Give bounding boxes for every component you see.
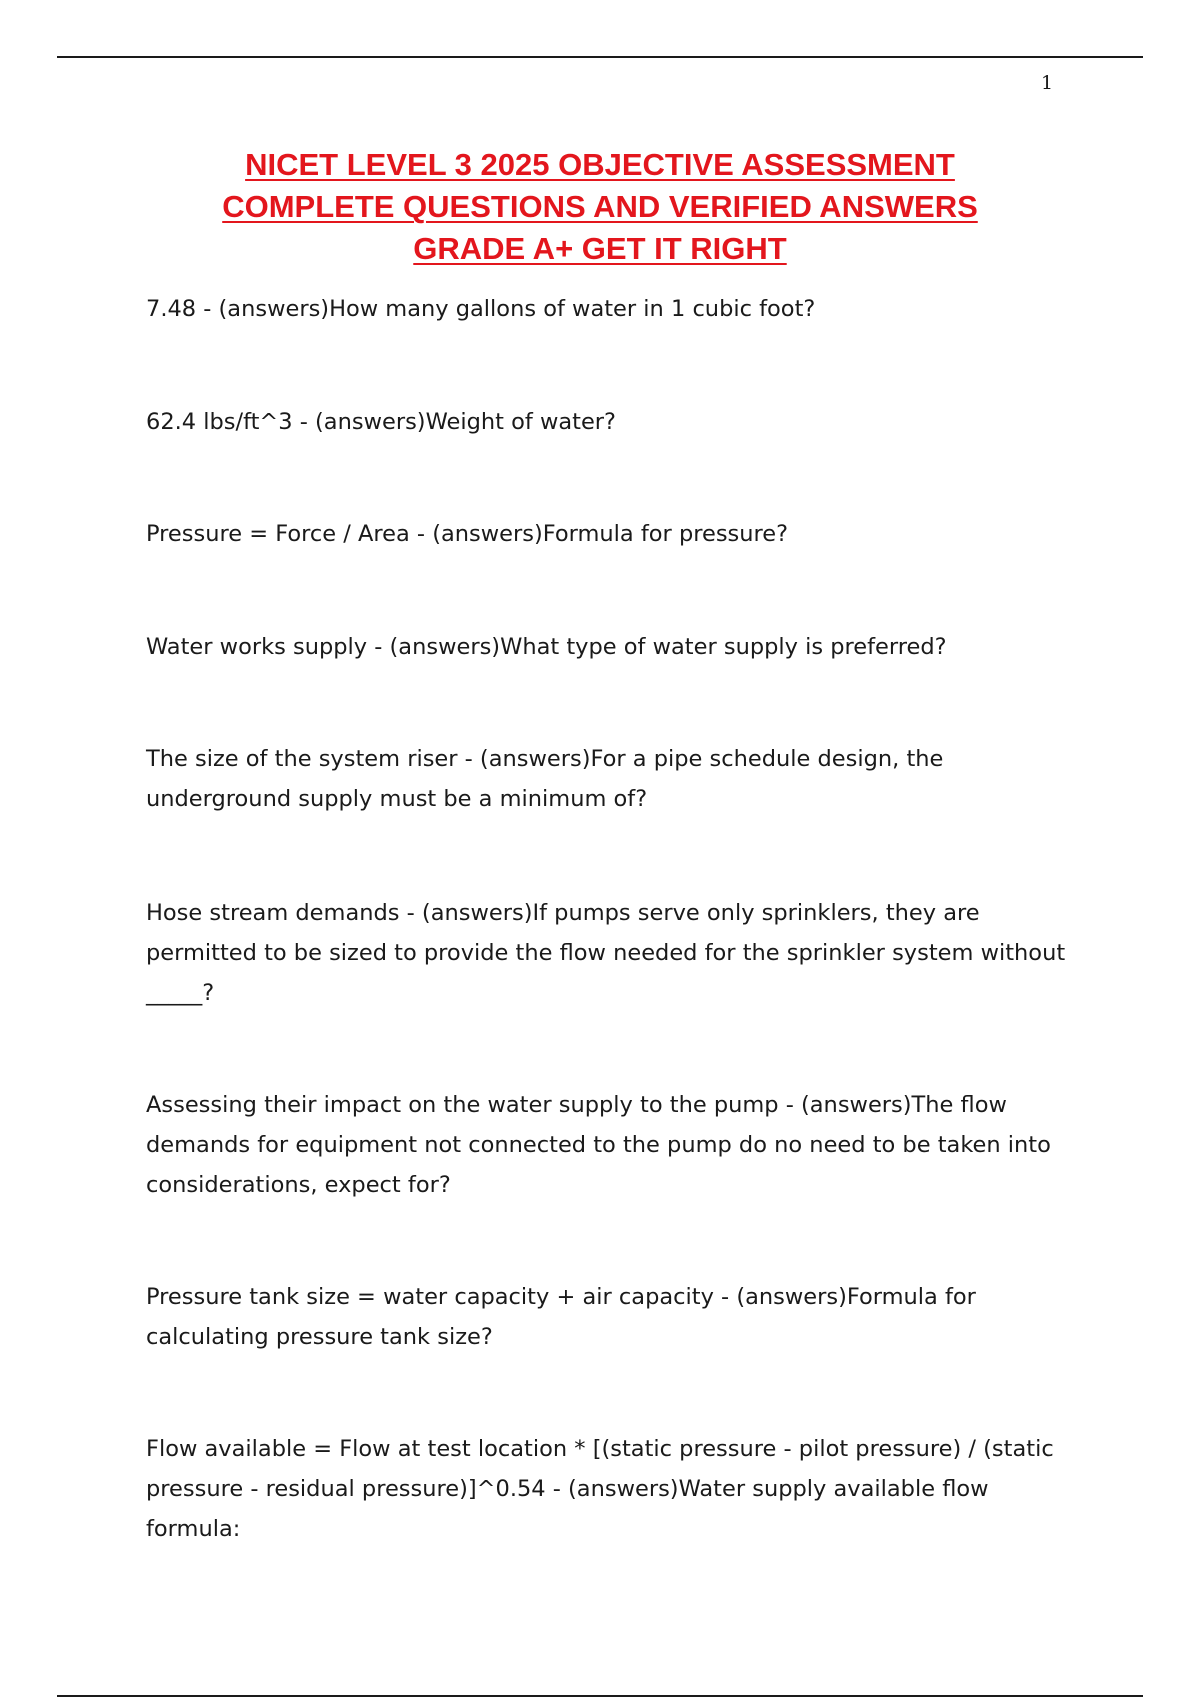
qa-item-9: Flow available = Flow at test location * [(static pressure - pilot pressure) / (static pressure - residual pressure)]^0.54 - (answers)Water supply available flow formula:	[146, 1436, 1054, 1542]
qa-item-2: 62.4 lbs/ft^3 - (answers)Weight of water?	[146, 409, 616, 435]
header-rule	[57, 56, 1143, 58]
footer-rule	[57, 1695, 1143, 1697]
qa-item-8: Pressure tank size = water capacity + air capacity - (answers)Formula for calculating pressure tank size?	[146, 1284, 976, 1350]
page-number: 1	[1040, 72, 1054, 94]
title-line-3: GRADE A+ GET IT RIGHT	[413, 231, 787, 266]
document-title	[100, 144, 1100, 270]
title-line-2: COMPLETE QUESTIONS AND VERIFIED ANSWERS	[222, 189, 978, 224]
qa-item-3: Pressure = Force / Area - (answers)Formula for pressure?	[146, 521, 789, 547]
title-line-1: NICET LEVEL 3 2025 OBJECTIVE ASSESSMENT	[245, 147, 955, 182]
qa-item-5: The size of the system riser - (answers)For a pipe schedule design, the underground supply must be a minimum of?	[146, 746, 944, 812]
qa-item-1: 7.48 - (answers)How many gallons of water in 1 cubic foot?	[146, 296, 816, 322]
qa-item-7: Assessing their impact on the water supply to the pump - (answers)The flow demands for equipment not connected to the pump do no need to be taken into considerations, expect for?	[146, 1092, 1051, 1198]
qa-item-4: Water works supply - (answers)What type of water supply is preferred?	[146, 634, 947, 660]
qa-item-6: Hose stream demands - (answers)If pumps serve only sprinklers, they are permitted to be sized to provide the flow needed for the sprinkler system without _____?	[146, 900, 1066, 1006]
